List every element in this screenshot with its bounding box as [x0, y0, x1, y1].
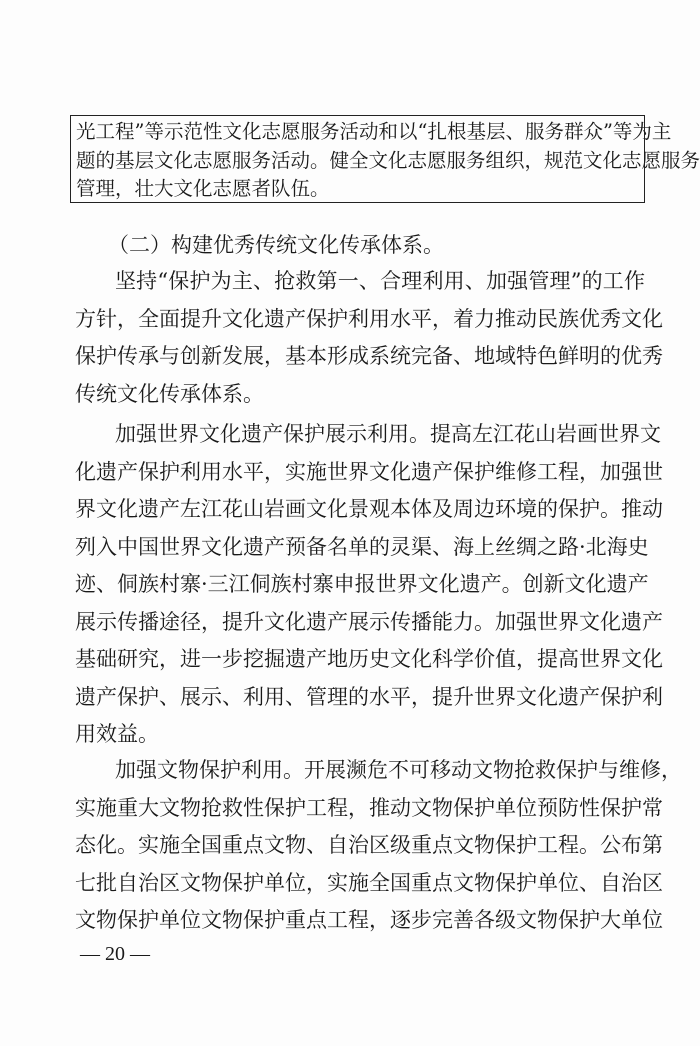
- text-line: 文物保护单位文物保护重点工程，逐步完善各级文物保护大单位: [75, 908, 663, 932]
- text-line: 基础研究，进一步挖掘遗产地历史文化科学价值，提高世界文化: [75, 647, 663, 671]
- text-line: 坚持“保护为主、抢救第一、合理利用、加强管理”的工作: [115, 269, 645, 293]
- text-line: 态化。实施全国重点文物、自治区级重点文物保护工程。公布第: [75, 833, 663, 857]
- text-line: 遗产保护、展示、利用、管理的水平，提升世界文化遗产保护利: [75, 684, 663, 709]
- text-line: 七批自治区文物保护单位，实施全国重点文物保护单位、自治区: [75, 870, 663, 895]
- boxed-text: [70, 115, 700, 203]
- text-line: 化遗产保护利用水平，实施世界文化遗产保护维修工程，加强世: [75, 459, 663, 484]
- box-line: 管理，壮大文化志愿者队伍。: [76, 177, 330, 200]
- text-line: 界文化遗产左江花山岩画文化景观本体及周边环境的保护。推动: [75, 497, 663, 521]
- text-line: 列入中国世界文化遗产预备名单的灵渠、海上丝绸之路·北海史: [75, 534, 649, 559]
- paragraph-3: [75, 752, 682, 940]
- text-line: 传统文化传承体系。: [75, 381, 264, 406]
- section-heading: （二）构建优秀传统文化传承体系。: [108, 233, 444, 257]
- page-number: — 20 —: [80, 943, 150, 965]
- text-line: 保护传承与创新发展，基本形成系统完备、地域特色鲜明的优秀: [75, 344, 663, 368]
- box-line: 题的基层文化志愿服务活动。健全文化志愿服务组织，规范文化志愿服务: [76, 148, 700, 172]
- paragraph-1: [75, 263, 663, 413]
- text-line: 用效益。: [75, 722, 159, 746]
- text-line: 方针，全面提升文化遗产保护利用水平，着力推动民族优秀文化: [75, 306, 663, 331]
- text-line: 展示传播途径，提升文化遗产展示传播能力。加强世界文化遗产: [75, 609, 663, 634]
- text-line: 实施重大文物抢救性保护工程，推动文物保护单位预防性保护常: [75, 795, 663, 820]
- box-line: 光工程”等示范性文化志愿服务活动和以“扎根基层、服务群众”等为主: [76, 120, 672, 143]
- text-line: 迹、侗族村寨·三江侗族村寨申报世界文化遗产。创新文化遗产: [75, 572, 649, 596]
- paragraph-2: [75, 416, 663, 754]
- text-line: 加强文物保护利用。开展濒危不可移动文物抢救保护与维修，: [115, 758, 682, 782]
- text-line: 加强世界文化遗产保护展示利用。提高左江花山岩画世界文: [115, 422, 661, 446]
